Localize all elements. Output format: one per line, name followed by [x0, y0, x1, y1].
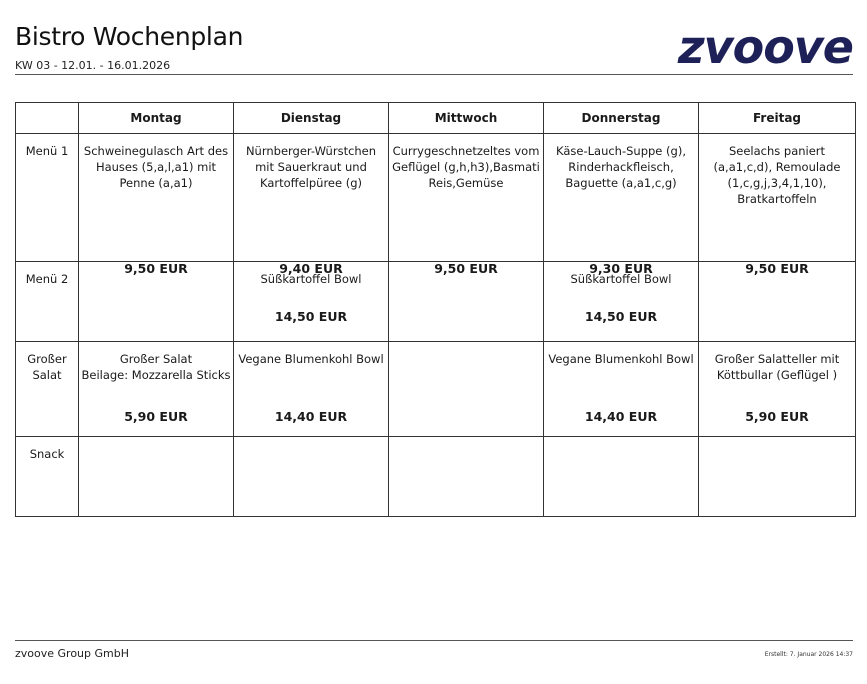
zvoove-logo: zvoove: [677, 20, 853, 74]
day-header-wednesday: Mittwoch: [389, 103, 544, 134]
dish-name: Nürnberger-Würstchen mit Sauerkraut und Kartoffelpüree (g): [245, 144, 377, 190]
menu-cell: [389, 437, 544, 517]
menu-cell: [79, 262, 234, 342]
page-header: [15, 22, 853, 76]
table-row-menu-2: [16, 262, 856, 342]
day-header-monday: Montag: [79, 103, 234, 134]
menu-cell: [234, 134, 389, 276]
row-label: Menü 2: [16, 262, 79, 342]
dish-price: 14,50 EUR: [584, 309, 658, 324]
menu-cell: [234, 342, 389, 437]
dish-price: 14,40 EUR: [584, 409, 658, 424]
menu-cell: [699, 342, 856, 437]
menu-table: [15, 102, 856, 517]
menu-cell: [544, 134, 699, 276]
day-header-friday: Freitag: [699, 103, 856, 134]
menu-cell: [544, 342, 699, 437]
dish-price: 9,40 EUR: [279, 261, 343, 276]
dish-price: 9,50 EUR: [745, 261, 809, 276]
row-label: Menü 1: [16, 134, 79, 262]
footer-company: zvoove Group GmbH: [15, 647, 129, 660]
dish-price: 9,50 EUR: [124, 261, 188, 276]
dish-name: Großer Salat Beilage: Mozzarella Sticks: [81, 352, 231, 382]
menu-cell: [79, 437, 234, 517]
page-title: Bistro Wochenplan: [15, 22, 244, 51]
row-label: Snack: [16, 437, 79, 517]
day-header-tuesday: Dienstag: [234, 103, 389, 134]
dish-name: Käse-Lauch-Suppe (g), Rinderhackfleisch, Baguette (a,a1,c,g): [556, 144, 686, 190]
dish-name: Seelachs paniert (a,a1,c,d), Remoulade (1,c,g,j,3,4,1,10), Bratkartoffeln: [713, 144, 841, 206]
footer-divider: [15, 640, 853, 641]
menu-cell: [544, 262, 699, 342]
dish-price: 9,50 EUR: [434, 261, 498, 276]
dish-name: Großer Salatteller mit Köttbullar (Geflügel ): [714, 352, 840, 382]
menu-cell: [234, 262, 389, 342]
footer-created-date: Erstellt: 7. Januar 2026 14:37: [764, 651, 853, 658]
table-row-snack: [16, 437, 856, 517]
dish-name: Süßkartoffel Bowl: [260, 272, 362, 286]
menu-cell: [699, 437, 856, 517]
week-range: KW 03 - 12.01. - 16.01.2026: [15, 59, 171, 72]
menu-cell: [79, 342, 234, 437]
day-header-row: [16, 103, 856, 134]
dish-name: Currygeschnetzeltes vom Geflügel (g,h,h3),Basmati Reis,Gemüse: [392, 144, 540, 190]
dish-price: 5,90 EUR: [124, 409, 188, 424]
dish-price: 14,50 EUR: [274, 309, 348, 324]
dish-name: Vegane Blumenkohl Bowl: [548, 352, 694, 366]
dish-price: 5,90 EUR: [745, 409, 809, 424]
menu-cell: [389, 134, 544, 276]
menu-cell: [389, 342, 544, 437]
dish-name: Vegane Blumenkohl Bowl: [238, 352, 384, 366]
header-divider: [15, 74, 853, 75]
table-row-menu-1: [16, 134, 856, 262]
menu-cell: [699, 262, 856, 342]
row-label: Großer Salat: [16, 342, 79, 437]
corner-cell: [16, 103, 79, 134]
menu-cell: [699, 134, 856, 276]
table-row-grosser-salat: [16, 342, 856, 437]
dish-name: Süßkartoffel Bowl: [570, 272, 672, 286]
dish-name: Schweinegulasch Art des Hauses (5,a,l,a1) mit Penne (a,a1): [83, 144, 229, 190]
menu-cell: [389, 262, 544, 342]
dish-price: 14,40 EUR: [274, 409, 348, 424]
menu-cell: [544, 437, 699, 517]
day-header-thursday: Donnerstag: [544, 103, 699, 134]
menu-cell: [79, 134, 234, 276]
dish-price: 9,30 EUR: [589, 261, 653, 276]
menu-cell: [234, 437, 389, 517]
